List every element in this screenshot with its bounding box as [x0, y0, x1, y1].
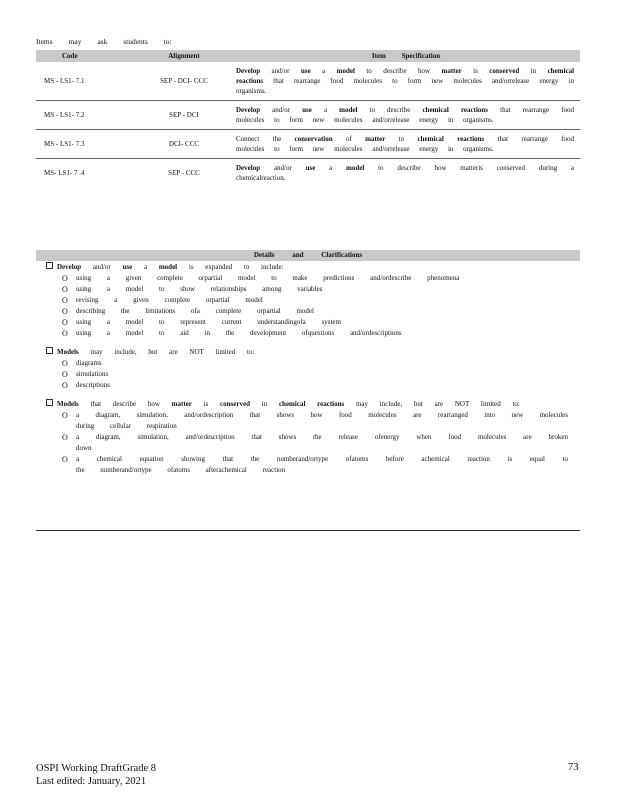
footer: [36, 762, 156, 788]
list-item: [62, 369, 568, 380]
text-run: to describe: [357, 106, 423, 114]
footer-edited-date: Last edited: January, 2021: [36, 776, 147, 787]
bold-term: model: [158, 263, 178, 271]
circle-bullet-icon: O: [62, 455, 68, 464]
text-run: Connect the: [236, 135, 295, 143]
text-run: to describe how: [354, 67, 442, 75]
text-run: and/or: [260, 67, 301, 75]
row-alignment: SEP - DCI- CCC: [136, 62, 232, 101]
text-run: a: [311, 106, 340, 114]
text-run: a: [315, 164, 347, 172]
list-item: [62, 328, 568, 339]
circle-bullet-icon: O: [62, 370, 68, 379]
details-header: Details and Clarifications: [36, 250, 580, 261]
list-item-text: a chemical equation showing that the numberand/ortype ofatoms before achemical reaction is equal to the numberand/ortype ofatoms afterachemical reaction: [76, 455, 568, 474]
bold-term: chemical reactions: [422, 106, 489, 114]
item-specification-column-header: Item Specification: [232, 50, 580, 62]
details-section-conservation: [46, 399, 568, 476]
bold-term: use: [122, 263, 133, 271]
table-header-row: [36, 50, 580, 62]
bold-term: Models: [57, 348, 79, 356]
table-row: [36, 130, 580, 159]
section-lead: [57, 348, 254, 356]
text-run: a: [132, 263, 159, 271]
section-divider: [36, 530, 580, 531]
code-column-header: Code: [36, 50, 136, 62]
row-code: MS - LS1- 7.1: [36, 62, 136, 101]
intro-text: Items may ask students to:: [36, 37, 172, 46]
bold-term: chemical reactions: [236, 67, 575, 85]
list-item-text: simulations: [76, 370, 109, 378]
text-run: to: [385, 135, 418, 143]
bold-term: Develop: [236, 106, 261, 114]
list-item: [62, 317, 568, 328]
text-run: is expanded to include:: [177, 263, 284, 271]
row-specification: [232, 130, 580, 159]
bold-term: model: [336, 67, 355, 75]
text-run: may include, but are NOT limited to:: [344, 400, 520, 408]
details-list: [36, 262, 568, 484]
list-item-text: revising a given complete orpartial model: [76, 296, 263, 304]
row-alignment: DCI- CCC: [136, 130, 232, 159]
text-run: that describe how: [78, 400, 172, 408]
text-run: in: [519, 67, 548, 75]
list-item-text: using a model to represent current understandingofa system: [76, 318, 341, 326]
text-run: and/or: [81, 263, 123, 271]
bold-term: use: [305, 164, 316, 172]
row-specification: [232, 62, 580, 101]
bold-term: Develop: [236, 67, 261, 75]
page-number: 73: [568, 762, 579, 773]
list-item: [62, 284, 568, 295]
bold-term: matter: [441, 67, 462, 75]
item-specification-table: [36, 50, 580, 187]
list-item: [62, 273, 568, 284]
text-run: may include, but are NOT limited to:: [78, 348, 255, 356]
sub-list: [46, 410, 568, 476]
sub-list: [46, 273, 568, 339]
bold-term: matter: [365, 135, 386, 143]
list-item-text: using a model to show relationships among variables: [76, 285, 323, 293]
bold-term: model: [339, 106, 358, 114]
list-item-text: descriptions: [76, 381, 110, 389]
bold-term: use: [302, 106, 312, 114]
list-item: [62, 306, 568, 317]
circle-bullet-icon: O: [62, 433, 68, 442]
alignment-column-header: Alignment: [136, 50, 232, 62]
list-item: [62, 454, 568, 476]
circle-bullet-icon: O: [62, 285, 68, 294]
bold-term: matter: [171, 400, 192, 408]
list-item: [62, 295, 568, 306]
row-code: MS - LS1- 7.2: [36, 101, 136, 130]
row-alignment: SEP - DCI: [136, 101, 232, 130]
text-run: that rearrange food molecules to form new molecules and/orrelease energy in organisms.: [236, 135, 574, 153]
circle-bullet-icon: O: [62, 296, 68, 305]
table-row: [36, 101, 580, 130]
table-row: [36, 62, 580, 101]
bold-term: Develop: [57, 263, 82, 271]
list-item-text: diagrams: [76, 359, 102, 367]
circle-bullet-icon: O: [62, 307, 68, 316]
text-run: is: [461, 67, 490, 75]
bold-term: conserved: [489, 67, 520, 75]
text-run: that rearrange food molecules to form new molecules and/orrelease energy in organisms.: [236, 106, 575, 124]
bold-term: model: [346, 164, 365, 172]
table-row: [36, 159, 580, 188]
bold-term: Models: [57, 400, 79, 408]
text-run: is: [191, 400, 221, 408]
list-item: [62, 432, 568, 454]
checkbox-bullet-icon: [46, 399, 53, 406]
list-item-text: a diagram, simulation, and/ordescription that shows the release ofenergy when food molecules are broken down: [76, 433, 568, 452]
bold-term: conservation: [294, 135, 333, 143]
row-code: MS- LS1- 7 .4: [44, 169, 85, 177]
circle-bullet-icon: O: [62, 381, 68, 390]
circle-bullet-icon: O: [62, 329, 68, 338]
circle-bullet-icon: O: [62, 359, 68, 368]
row-code: MS - LS1- 7.3: [36, 130, 136, 159]
list-item-text: using a given complete orpartial model to make predictions and/ordescribe phenomena: [76, 274, 460, 282]
list-item: [62, 380, 568, 391]
list-item-text: using a model to aid in the development ofquestions and/ordescriptions: [76, 329, 402, 337]
bold-term: conserved: [220, 400, 250, 408]
list-item-text: describing the limitations ofa complete orpartial model: [76, 307, 314, 315]
bold-term: Develop: [236, 164, 261, 172]
checkbox-bullet-icon: [46, 262, 53, 269]
text-run: in: [250, 400, 279, 408]
row-specification: [232, 101, 580, 130]
circle-bullet-icon: O: [62, 274, 68, 283]
circle-bullet-icon: O: [62, 318, 68, 327]
text-run: and/or: [260, 106, 303, 114]
bold-term: chemical reactions: [278, 400, 345, 408]
text-run: of: [332, 135, 366, 143]
bold-term: use: [300, 67, 311, 75]
row-specification: [232, 159, 580, 188]
text-run: that rearrange food molecules to form new molecules and/orrelease energy in organisms.: [236, 77, 574, 95]
text-run: a: [310, 67, 337, 75]
list-item: [62, 410, 568, 432]
row-alignment: SEP - CCC: [168, 169, 200, 177]
section-lead: [57, 400, 520, 408]
checkbox-bullet-icon: [46, 347, 53, 354]
list-item: [62, 358, 568, 369]
section-lead: [57, 263, 284, 271]
text-run: to describe how matteris conserved during a chemicalreaction.: [236, 164, 574, 182]
details-section-develop: [46, 262, 568, 339]
circle-bullet-icon: O: [62, 411, 68, 420]
footer-draft-label: OSPI Working DraftGrade 8: [36, 763, 156, 774]
bold-term: chemical reactions: [417, 135, 485, 143]
list-item-text: a diagram, simulation, and/ordescription that shows how food molecules are rearranged into new molecules during cellular respiration: [76, 411, 568, 430]
details-section-models: [46, 347, 568, 391]
sub-list: [46, 358, 568, 391]
text-run: and/or: [260, 164, 306, 172]
